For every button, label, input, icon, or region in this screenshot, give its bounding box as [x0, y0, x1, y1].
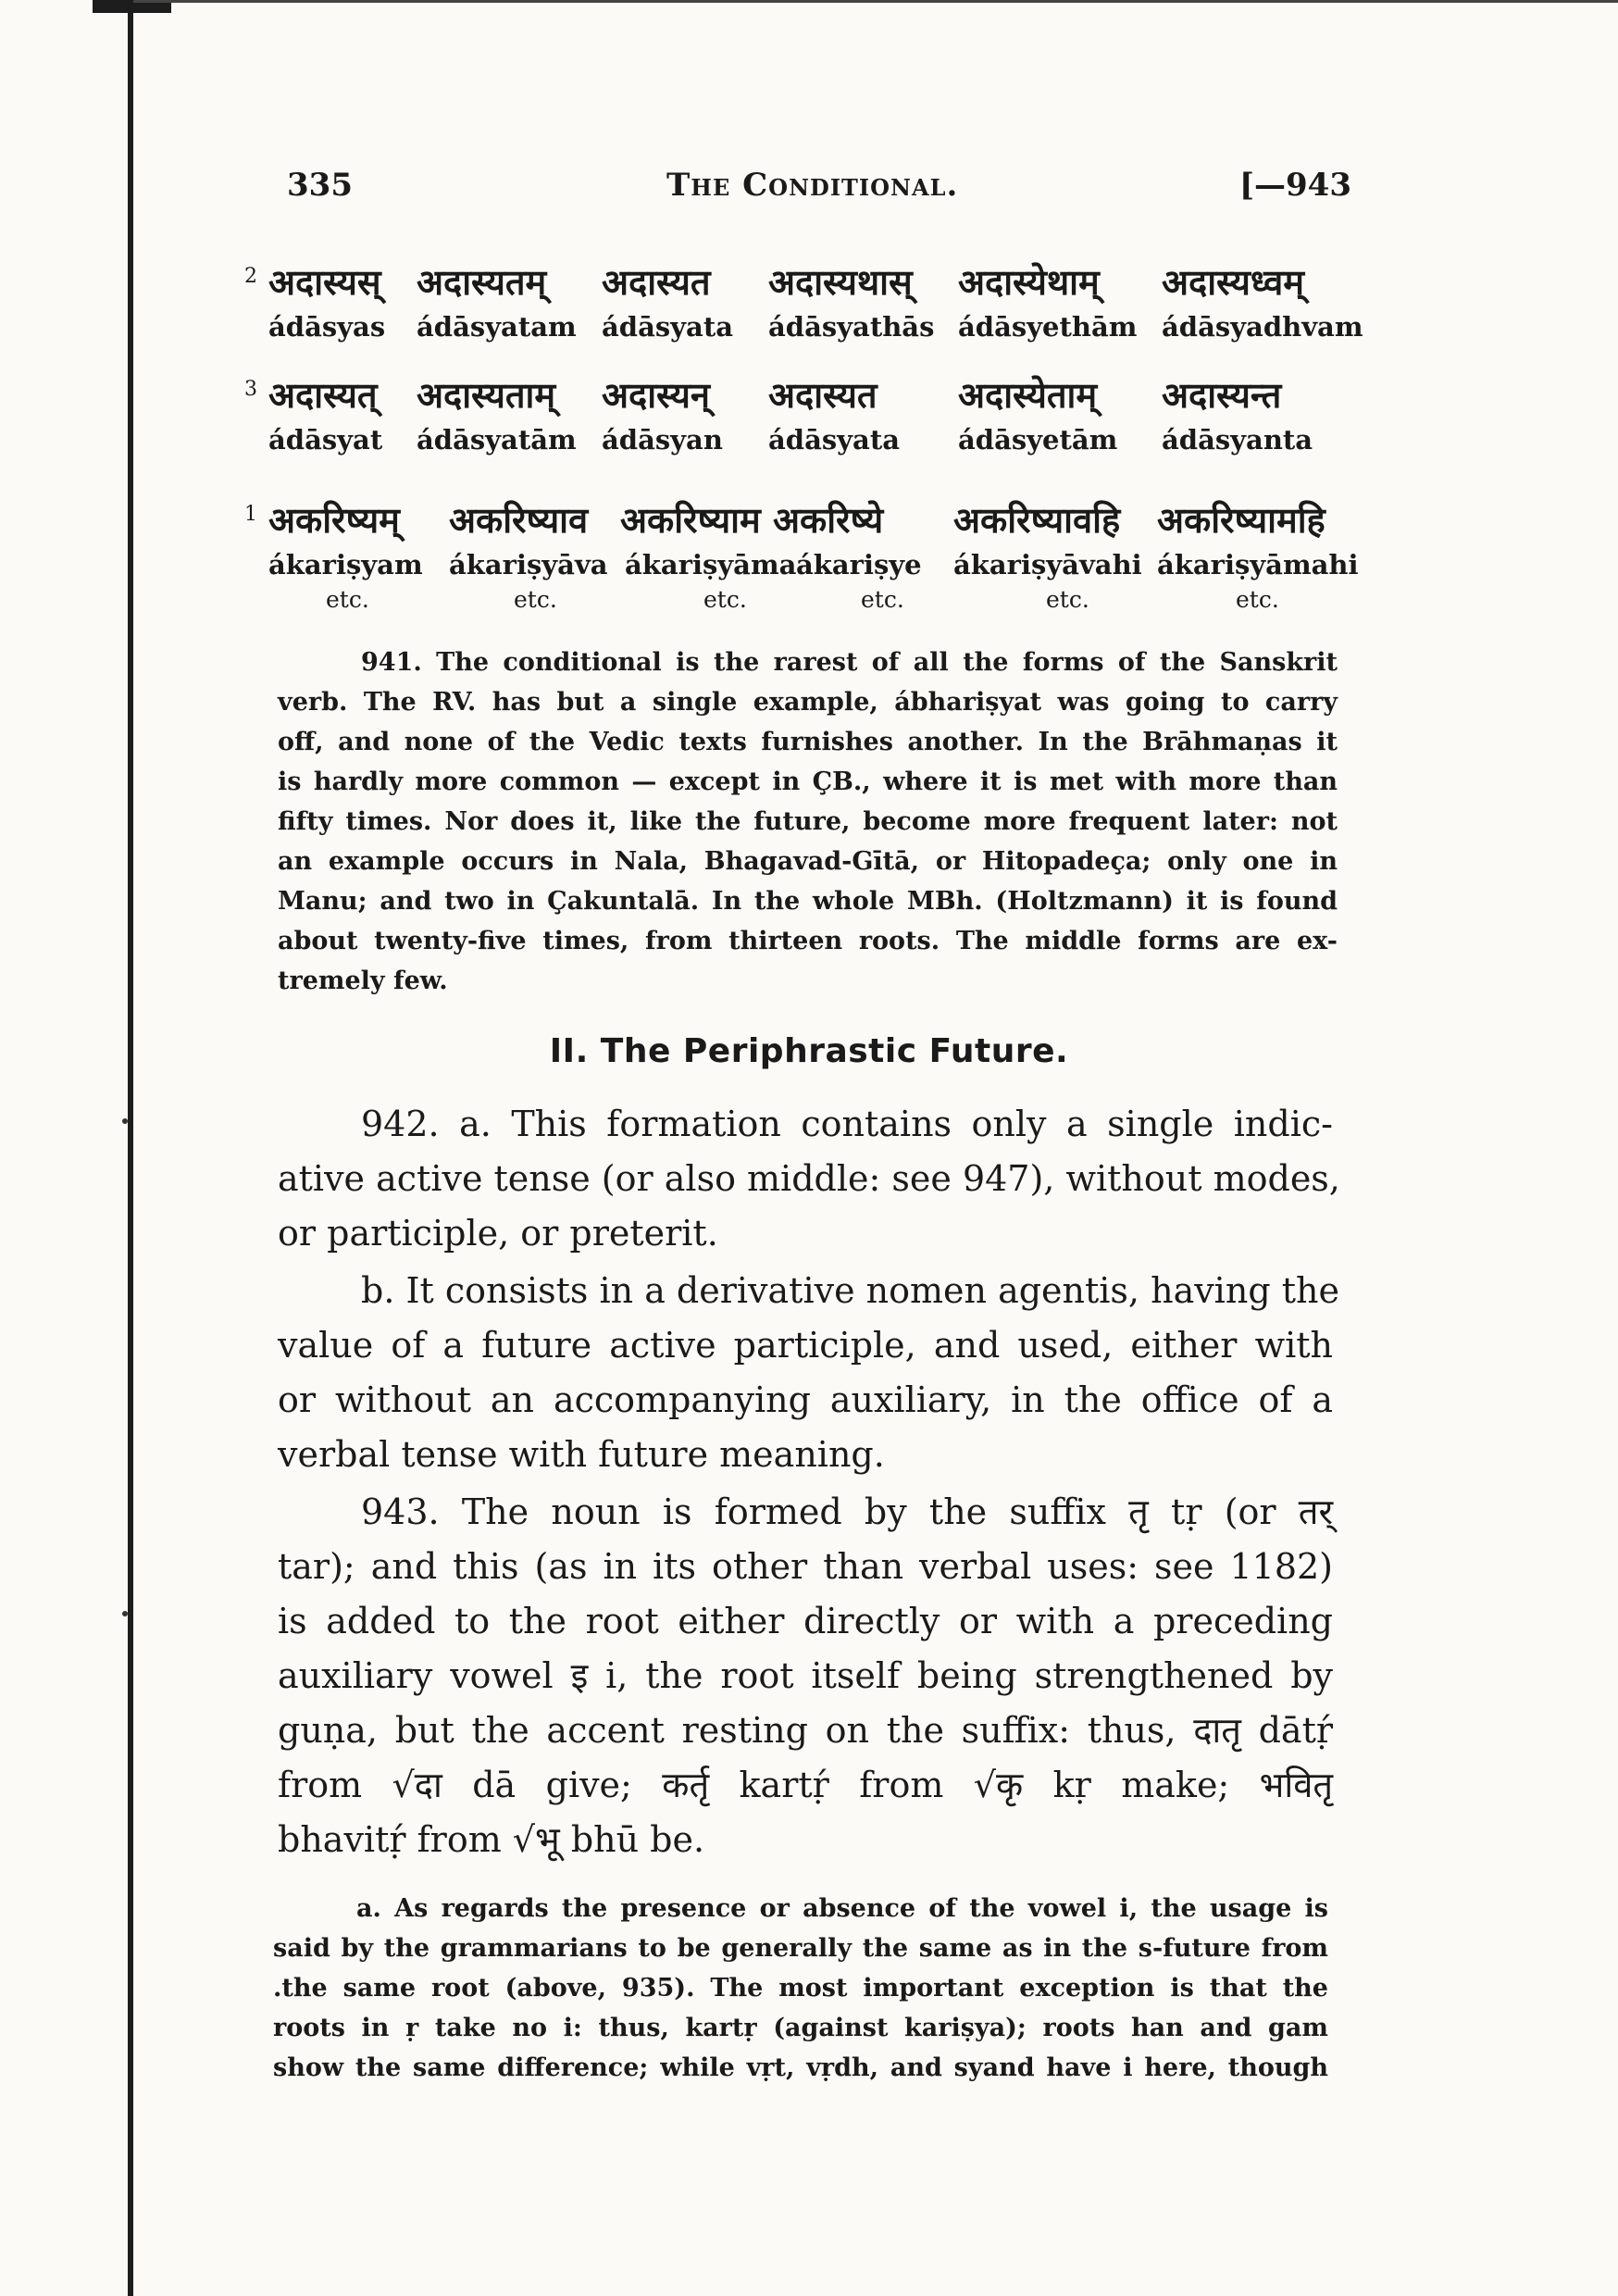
devanagari-form: अदास्यत [602, 262, 711, 303]
text-line: value of a future active participle, and used, either with [278, 1325, 1333, 1366]
running-head [287, 167, 1351, 213]
roman-form: ádāsyanta [1162, 424, 1313, 455]
roman-form: ádāsyethām [958, 311, 1138, 343]
paragraph-942b [278, 1264, 1339, 1482]
section-heading: II. The Periphrastic Future. [549, 1032, 1069, 1070]
section-reference: [—943 [1238, 167, 1351, 204]
text-line: said by the grammarians to be generally the same as in the s-future from [273, 1934, 1328, 1963]
etc-label: etc. [514, 586, 557, 613]
page-title: The Conditional. [666, 167, 959, 204]
text-line: fifty times. Nor does it, like the future, become more frequent later: not [278, 807, 1338, 836]
devanagari-form: अदास्यतम् [417, 262, 547, 303]
roman-form: ákariṣyāma [625, 549, 797, 580]
text-line: or participle, or preterit. [278, 1213, 718, 1254]
text-line: guṇa, but the accent resting on the suffix: thus, दातृ dātṛ́ [278, 1710, 1333, 1751]
text-line: from √दा dā give; कर्तृ kartṛ́ from √कृ kṛ make; भवितृ [278, 1765, 1333, 1805]
paragraph-943 [278, 1485, 1333, 1867]
text-line: is added to the root either directly or with a preceding [278, 1601, 1333, 1641]
roman-form: ákariṣye [796, 549, 922, 580]
roman-form: ádāsyan [602, 424, 723, 455]
devanagari-form: अकरिष्याव [449, 500, 589, 541]
margin-speck [122, 1611, 128, 1616]
text-line: tar); and this (as in its other than verbal uses: see 1182) [278, 1546, 1333, 1587]
devanagari-form: अदास्यताम् [417, 375, 556, 416]
roman-form: ákariṣyam [268, 549, 423, 580]
etc-label: etc. [861, 586, 904, 613]
roman-line [268, 424, 1398, 461]
etc-label: etc. [326, 586, 369, 613]
binding-edge [128, 0, 133, 2296]
devanagari-form: अकरिष्यम् [268, 500, 400, 541]
text-line: is hardly more common — except in ÇB., where it is met with more than [278, 767, 1338, 796]
text-line: a. As regards the presence or absence of the vowel i, the usage is [356, 1894, 1328, 1923]
paragraph-941 [278, 643, 1338, 1001]
text-line: about twenty-five times, from thirteen roots. The middle forms are ex- [278, 927, 1338, 955]
roman-form: ákariṣyāmahi [1157, 549, 1359, 580]
devanagari-form: अदास्येथाम् [958, 262, 1100, 303]
devanagari-form: अकरिष्यामहि [1157, 500, 1326, 541]
devanagari-line [268, 257, 1398, 311]
devanagari-form: अदास्यन् [602, 375, 710, 416]
devanagari-form: अकरिष्याम [620, 500, 761, 541]
roman-form: ádāsyatam [417, 311, 577, 343]
top-edge [133, 0, 1618, 3]
etc-label: etc. [1046, 586, 1089, 613]
text-line: b. It consists in a derivative nomen agentis, having the [361, 1270, 1339, 1311]
devanagari-form: अकरिष्यावहि [953, 500, 1121, 541]
paradigm-row-1 [244, 495, 1398, 618]
paradigm-row-2 [244, 257, 1398, 348]
margin-speck [122, 1118, 128, 1124]
roman-form: ádāsyata [768, 424, 901, 455]
text-line: Manu; and two in Çakuntalā. In the whole MBh. (Holtzmann) it is found [278, 887, 1338, 916]
devanagari-form: अदास्येताम् [958, 375, 1098, 416]
devanagari-form: अदास्यन्त [1162, 375, 1282, 416]
roman-form: ádāsyat [268, 424, 383, 455]
roman-line [268, 311, 1398, 348]
devanagari-line [268, 495, 1398, 549]
devanagari-form: अदास्यध्वम् [1162, 262, 1305, 303]
text-line: an example occurs in Nala, Bhagavad-Gītā, or Hitopadeça; only one in [278, 847, 1338, 876]
text-line: tremely few. [278, 967, 448, 995]
row-number: 3 [244, 378, 257, 401]
roman-form: ádāsyatām [417, 424, 577, 455]
devanagari-line [268, 370, 1398, 424]
row-number: 1 [244, 503, 257, 526]
text-line: 943. The noun is formed by the suffix तृ tṛ (or तर् [361, 1491, 1333, 1532]
text-line: or without an accompanying auxiliary, in the office of a [278, 1379, 1333, 1420]
text-line: show the same difference; while vṛt, vṛdh, and syand have i here, though [273, 2053, 1328, 2082]
devanagari-form: अदास्यत [768, 375, 877, 416]
text-line: auxiliary vowel इ i, the root itself being strengthened by [278, 1655, 1333, 1696]
etc-label: etc. [1236, 586, 1279, 613]
roman-form: ádāsyas [268, 311, 386, 343]
etc-label: etc. [703, 586, 747, 613]
text-line: roots in ṛ take no i: thus, kartṛ (against kariṣya); roots han and gam [273, 2014, 1328, 2042]
row-number: 2 [244, 265, 257, 288]
devanagari-form: अदास्यथास् [768, 262, 913, 303]
roman-form: ákariṣyāvahi [953, 549, 1142, 580]
text-line: ative active tense (or also middle: see 947), without modes, [278, 1158, 1340, 1199]
roman-form: ádāsyathās [768, 311, 935, 343]
paragraph-942a [278, 1097, 1340, 1261]
roman-form: ádāsyadhvam [1162, 311, 1363, 343]
devanagari-form: अकरिष्ये [773, 500, 884, 541]
text-line: 942. a. This formation contains only a single indic- [361, 1104, 1333, 1144]
text-line: off, and none of the Vedic texts furnishes another. In the Brāhmaṇas it [278, 728, 1338, 756]
page-number: 335 [287, 167, 353, 204]
roman-form: ákariṣyāva [449, 549, 608, 580]
paragraph-943a [273, 1889, 1328, 2088]
roman-form: ádāsyetām [958, 424, 1118, 455]
text-line: bhavitṛ́ from √भू bhū be. [278, 1819, 705, 1860]
text-line: 941. The conditional is the rarest of all the forms of the Sanskrit [361, 648, 1338, 677]
etc-line [268, 586, 1398, 618]
paradigm-row-3 [244, 370, 1398, 461]
devanagari-form: अदास्यत् [268, 375, 378, 416]
text-line: .the same root (above, 935). The most important exception is that the [273, 1974, 1328, 2003]
text-line: verbal tense with future meaning. [278, 1434, 885, 1475]
roman-line [268, 549, 1398, 586]
devanagari-form: अदास्यस् [268, 262, 381, 303]
text-line: verb. The RV. has but a single example, ábhariṣyat was going to carry [278, 688, 1338, 717]
roman-form: ádāsyata [602, 311, 734, 343]
